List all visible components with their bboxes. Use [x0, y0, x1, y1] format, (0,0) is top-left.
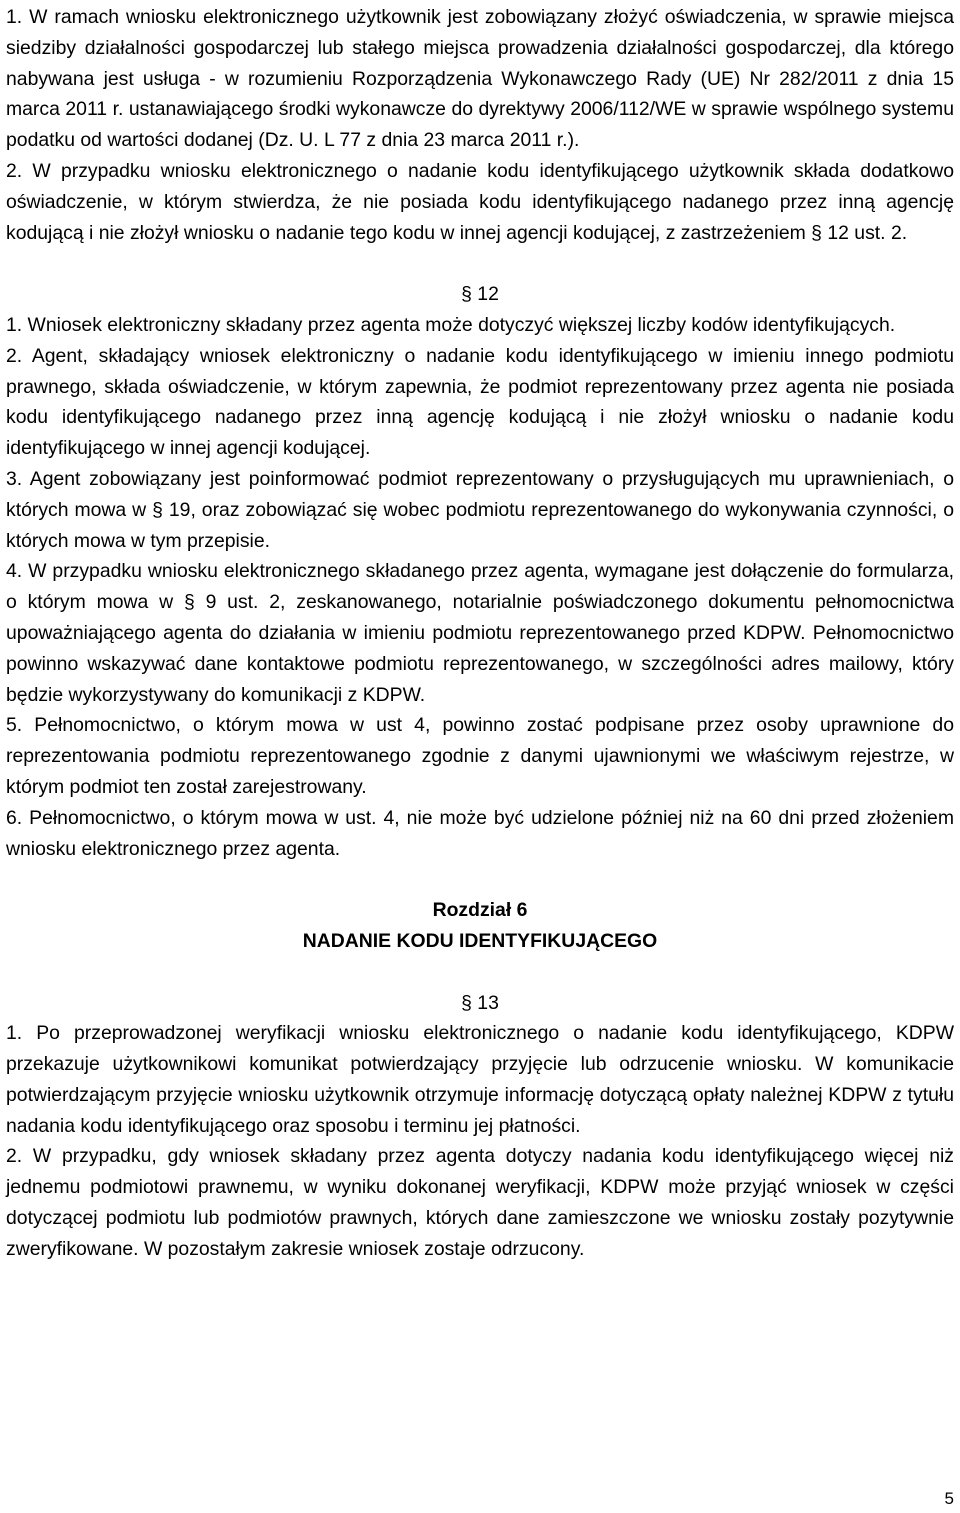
paragraph: 2. Agent, składający wniosek elektroniczny o nadanie kodu identyfikującego w imieniu innego podmiotu prawnego, składa oświadczenie, w którym zapewnia, że podmiot reprezentowany przez agenta nie posiada kodu identyfikującego nadanego przez inną agencję kodującą i nie złożył wniosku o nadanie kodu identyfikującego w innej agencji kodującej. [6, 344, 954, 460]
chapter-number: Rozdział 6 [432, 899, 528, 922]
paragraph: 2. W przypadku, gdy wniosek składany przez agenta dotyczy nadania kodu identyfikującego więcej niż jednemu podmiotowi prawnemu, w wyniku dokonanej weryfikacji, KDPW może przyjąć wniosek w części dotyczącej podmiotu lub podmiotów prawnych, których dane zamieszczone we wniosku zostały pozytywnie zweryfikowane. W pozostałym zakresie wniosek zostaje odrzucony. [6, 1145, 954, 1260]
document-page [6, 2, 954, 1265]
paragraph: 5. Pełnomocnictwo, o którym mowa w ust 4, powinno zostać podpisane przez osoby uprawnione do reprezentowania podmiotu reprezentowanego zgodnie z danymi ujawnionymi we właściwym rejestrze, w którym podmiot ten został zarejestrowany. [6, 714, 954, 798]
paragraph: 1. Wniosek elektroniczny składany przez agenta może dotyczyć większej liczby kodów identyfikujących. [6, 313, 896, 336]
paragraph: 1. Po przeprowadzonej weryfikacji wniosku elektronicznego o nadanie kodu identyfikującego, KDPW przekazuje użytkownikowi komunikat potwierdzający przyjęcie lub odrzucenie wniosku. W komunikacie potwierdzającym przyjęcie wniosku użytkownik otrzymuje informację dotyczącą opłaty należnej KDPW z tytułu nadania kodu identyfikującego oraz sposobu i terminu jej płatności. [6, 1022, 954, 1137]
paragraph: 4. W przypadku wniosku elektronicznego składanego przez agenta, wymagane jest dołączenie do formularza, o którym mowa w § 9 ust. 2, zeskanowanego, notarialnie poświadczonego dokumentu pełnomocnictwa upoważniającego agenta do działania w imieniu podmiotu reprezentowanego przed KDPW. Pełnomocnictwo powinno wskazywać dane kontaktowe podmiotu reprezentowanego, w szczególności adres mailowy, który będzie wykorzystywany do komunikacji z KDPW. [6, 560, 954, 706]
page-number: 5 [944, 1489, 954, 1508]
chapter-title: NADANIE KODU IDENTYFIKUJĄCEGO [302, 929, 658, 952]
paragraph: 6. Pełnomocnictwo, o którym mowa w ust. 4, nie może być udzielone później niż na 60 dni przed złożeniem wniosku elektronicznego przez agenta. [6, 806, 954, 860]
section-13-heading: § 13 [461, 991, 499, 1014]
paragraph: 3. Agent zobowiązany jest poinformować podmiot reprezentowany o przysługujących mu uprawnieniach, o których mowa w § 19, oraz zobowiązać się wobec podmiotu reprezentowanego do wykonywania czynności, o których mowa w tym przepisie. [6, 467, 954, 552]
paragraph: 2. W przypadku wniosku elektronicznego o nadanie kodu identyfikującego użytkownik składa dodatkowo oświadczenie, w którym stwierdza, że nie posiada kodu identyfikującego nadanego przez inną agencję kodującą i nie złożył wniosku o nadanie tego kodu w innej agencji kodującej, z zastrzeżeniem § 12 ust. 2. [6, 159, 954, 244]
section-12-heading: § 12 [461, 283, 499, 306]
paragraph: 1. W ramach wniosku elektronicznego użytkownik jest zobowiązany złożyć oświadczenia, w sprawie miejsca siedziby działalności gospodarczej lub stałego miejsca prowadzenia działalności gospodarczej, dla którego nabywana jest usługa - w rozumieniu Rozporządzenia Wykonawczego Rady (UE) Nr 282/2011 z dnia 15 marca 2011 r. ustanawiającego środki wykonawcze do dyrektywy 2006/112/WE w sprawie wspólnego systemu podatku od wartości dodanej (Dz. U. L 77 z dnia 23 marca 2011 r.). [6, 6, 954, 152]
